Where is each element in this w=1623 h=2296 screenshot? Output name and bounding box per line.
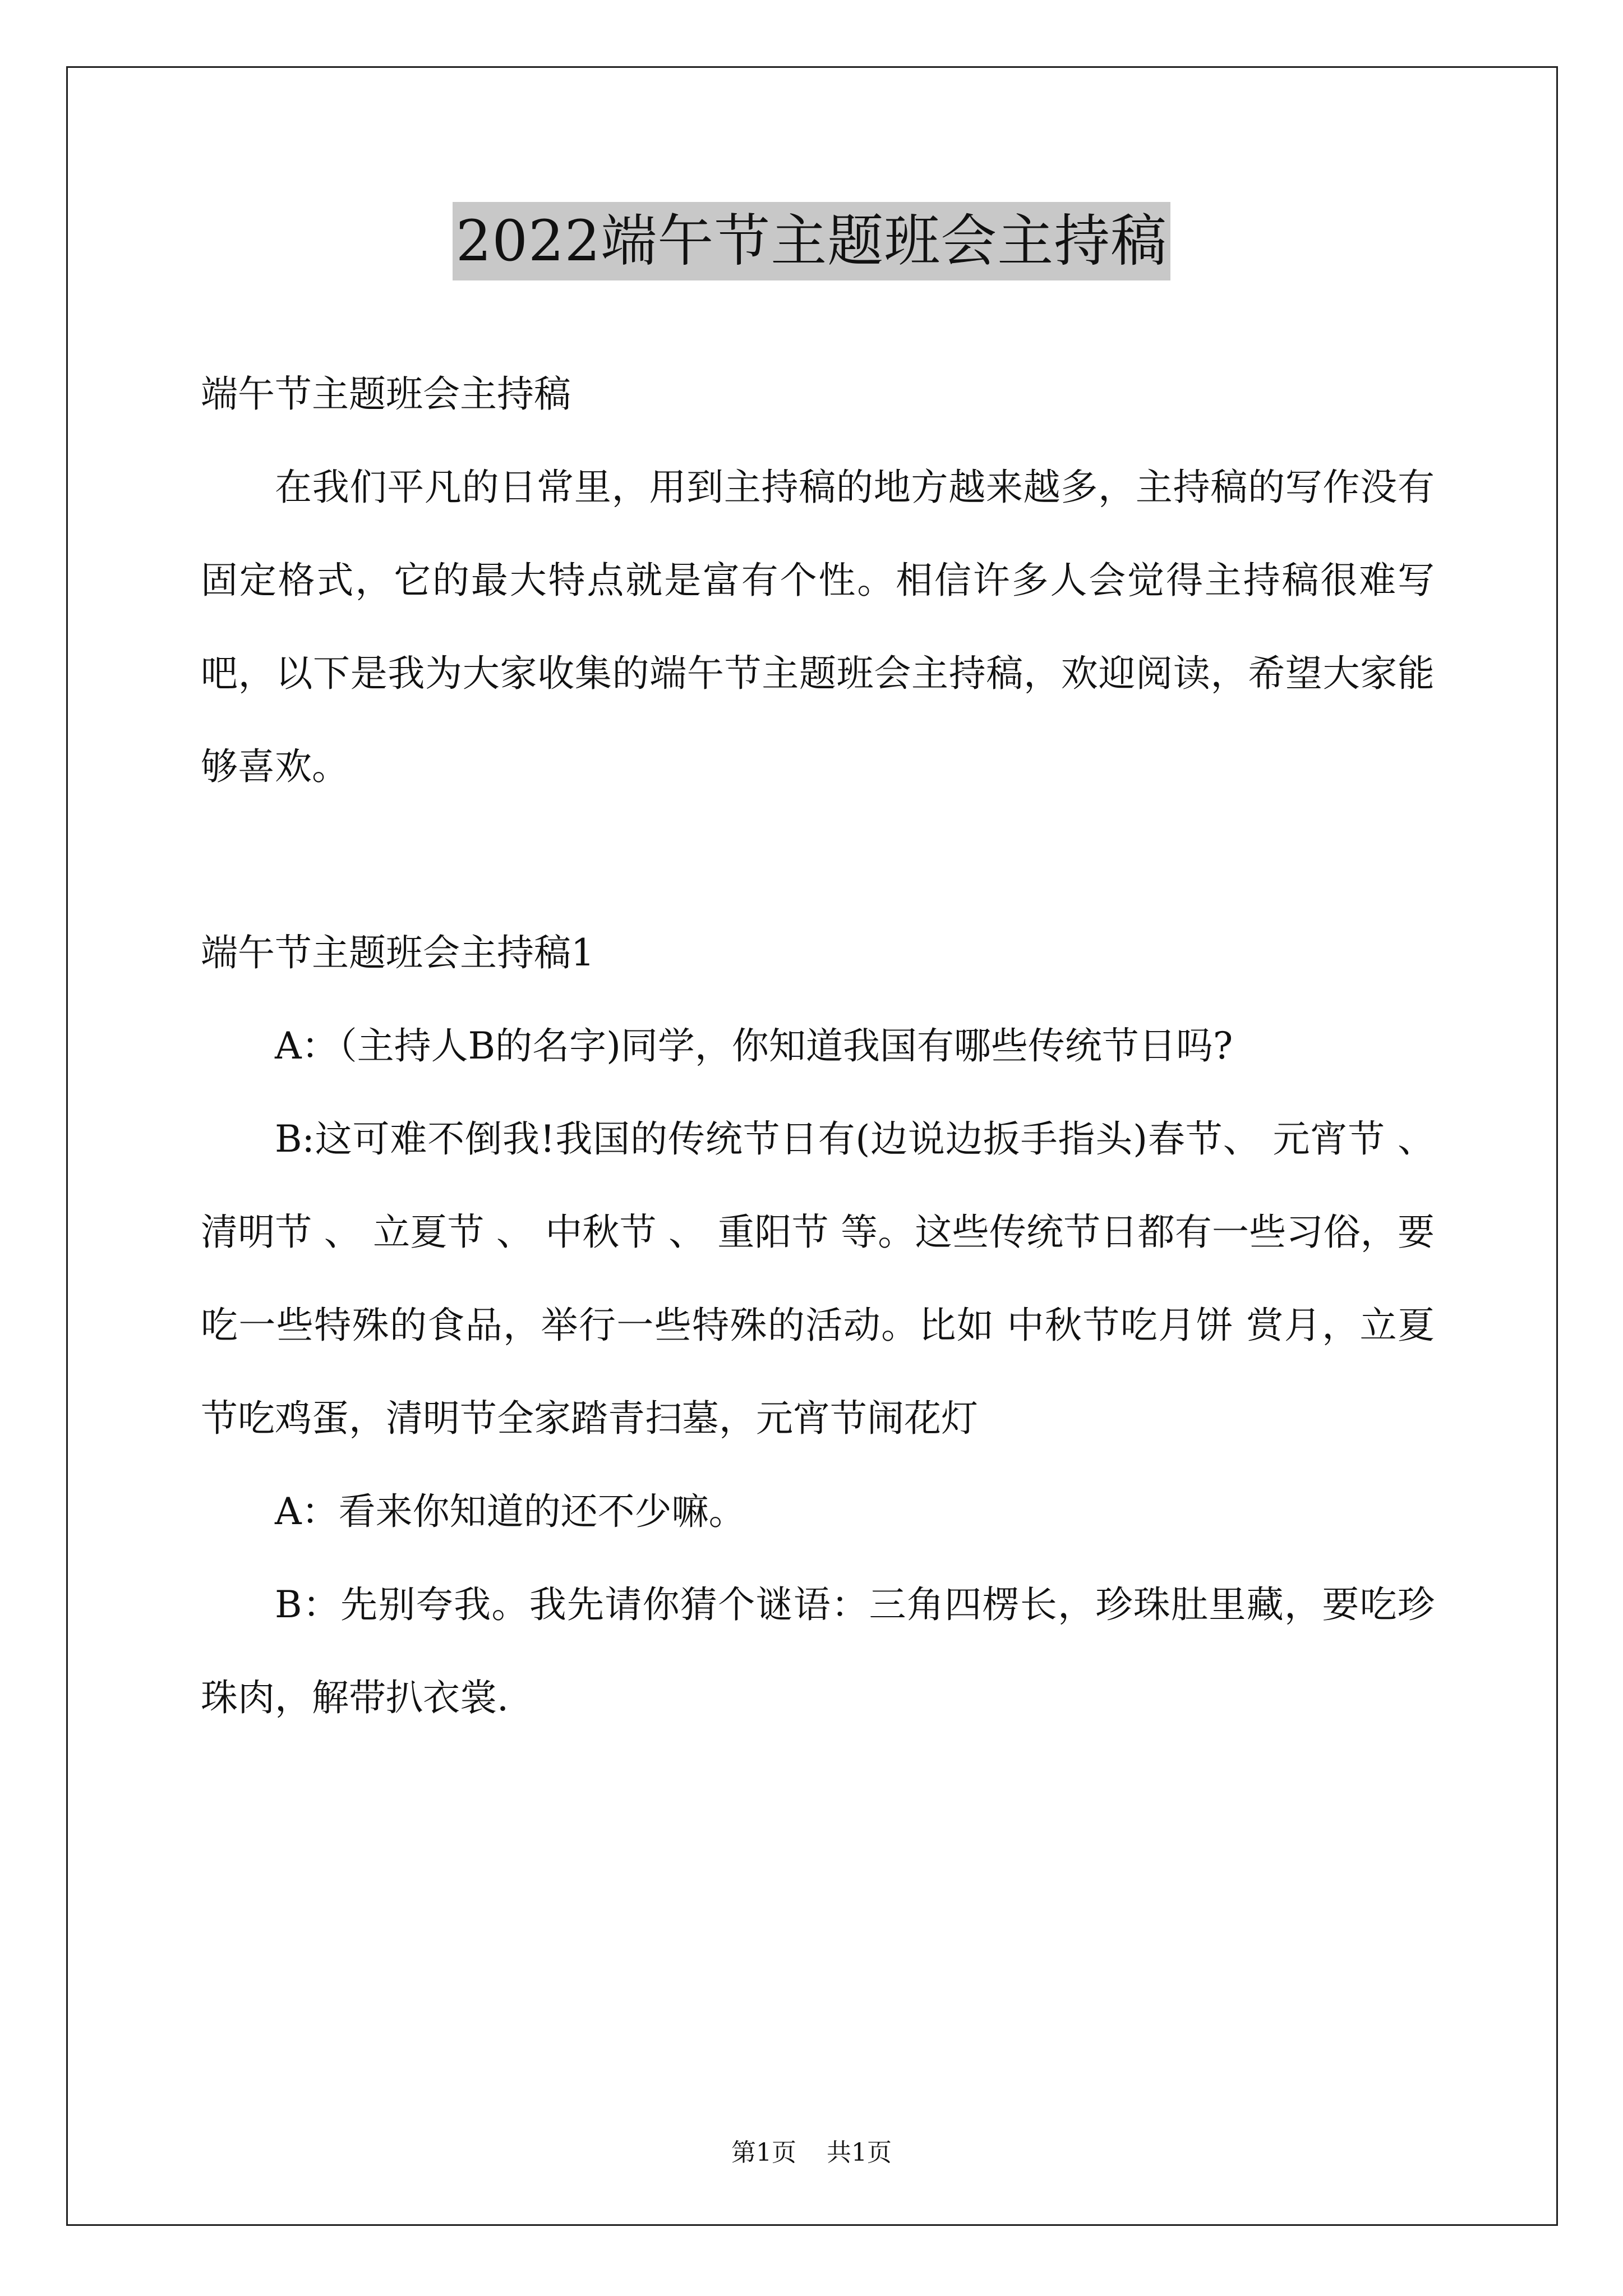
- section-heading: 端午节主题班会主持稿1: [201, 931, 594, 974]
- dialogue-line: A：（主持人B的名字)同学，你知道我国有哪些传统节日吗?: [275, 1024, 1233, 1068]
- dialogue-line: B:这可难不倒我!我国的传统节日有(边说边扳手指头)春节、 元宵节 、 清明节 、 立夏节 、 中秋节 、 重阳节 等。这些传统节日都有一些习俗，要吃一些特殊的食品，举行一些特殊的活动。比如 中秋节吃月饼 赏月，立夏节吃鸡蛋，清明节全家踏青扫墓，元宵节闹花灯: [201, 1117, 1435, 1440]
- dialogue-line: A：看来你知道的还不少嘛。: [275, 1490, 746, 1533]
- document-subtitle: 端午节主题班会主持稿: [201, 372, 571, 416]
- document-body: [201, 348, 1435, 1745]
- page-total: 共1页: [827, 2138, 892, 2167]
- dialogue-line: B：先别夸我。我先请你猜个谜语：三角四楞长，珍珠肚里藏，要吃珍珠肉，解带扒衣裳.: [201, 1583, 1435, 1719]
- title-container: [0, 202, 1623, 280]
- page-number: 第1页: [731, 2138, 796, 2167]
- page-footer: [0, 2136, 1623, 2170]
- intro-paragraph: 在我们平凡的日常里，用到主持稿的地方越来越多，主持稿的写作没有固定格式，它的最大特点就是富有个性。相信许多人会觉得主持稿很难写吧，以下是我为大家收集的端午节主题班会主持稿，欢迎阅读，希望大家能够喜欢。: [201, 466, 1435, 788]
- document-title: 2022端午节主题班会主持稿: [453, 202, 1171, 280]
